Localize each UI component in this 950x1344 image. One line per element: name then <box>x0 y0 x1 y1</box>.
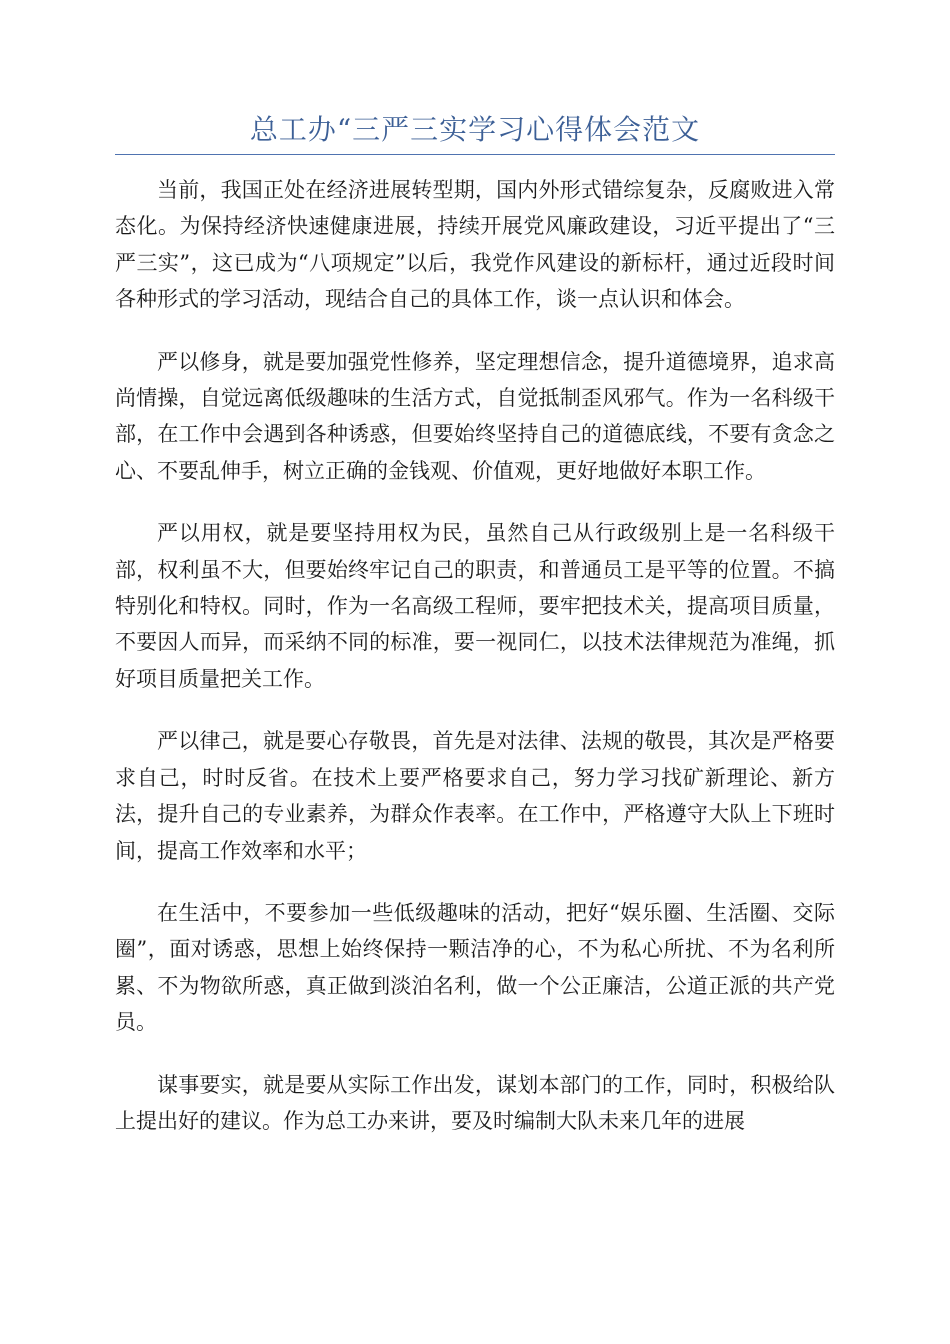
paragraph-5: 在生活中，不要参加一些低级趣味的活动，把好“娱乐圈、生活圈、交际圈”，面对诱惑，思想上始终保持一颗洁净的心，不为私心所扰、不为名利所累、不为物欲所惑，真正做到淡泊名利，做一个公正廉洁，公道正派的共产党员。 <box>115 900 835 1035</box>
paragraph-6: 谋事要实，就是要从实际工作出发，谋划本部门的工作，同时，积极给队上提出好的建议。作为总工办来讲，要及时编制大队未来几年的进展 <box>115 1072 835 1133</box>
document-body <box>115 172 835 1165</box>
document-title: 总工办“三严三实学习心得体会范文 <box>249 113 701 146</box>
paragraph-3: 严以用权，就是要坚持用权为民，虽然自己从行政级别上是一名科级干部，权利虽不大，但要始终牢记自己的职责，和普通员工是平等的位置。不搞特别化和特权。同时，作为一名高级工程师，要牢把技术关，提高项目质量，不要因人而异，而采纳不同的标准，要一视同仁，以技术法律规范为准绳，抓好项目质量把关工作。 <box>115 521 835 691</box>
paragraph-4: 严以律己，就是要心存敬畏，首先是对法律、法规的敬畏，其次是严格要求自己，时时反省。在技术上要严格要求自己，努力学习找矿新理论、新方法，提升自己的专业素养，为群众作表率。在工作中，严格遵守大队上下班时间，提高工作效率和水平； <box>115 729 835 863</box>
title-underline <box>115 154 835 155</box>
paragraph-2: 严以修身，就是要加强党性修养，坚定理想信念，提升道德境界，追求高尚情操，自觉远离低级趣味的生活方式，自觉抵制歪风邪气。作为一名科级干部，在工作中会遇到各种诱惑，但要始终坚持自己的道德底线，不要有贪念之心、不要乱伸手，树立正确的金钱观、价值观，更好地做好本职工作。 <box>115 349 835 483</box>
paragraph-1: 当前，我国正处在经济进展转型期，国内外形式错综复杂，反腐败进入常态化。为保持经济快速健康进展，持续开展党风廉政建设，习近平提出了“三严三实”，这已成为“八项规定”以后，我党作风建设的新标杆，通过近段时间各种形式的学习活动，现结合自己的具体工作，谈一点认识和体会。 <box>115 178 835 312</box>
